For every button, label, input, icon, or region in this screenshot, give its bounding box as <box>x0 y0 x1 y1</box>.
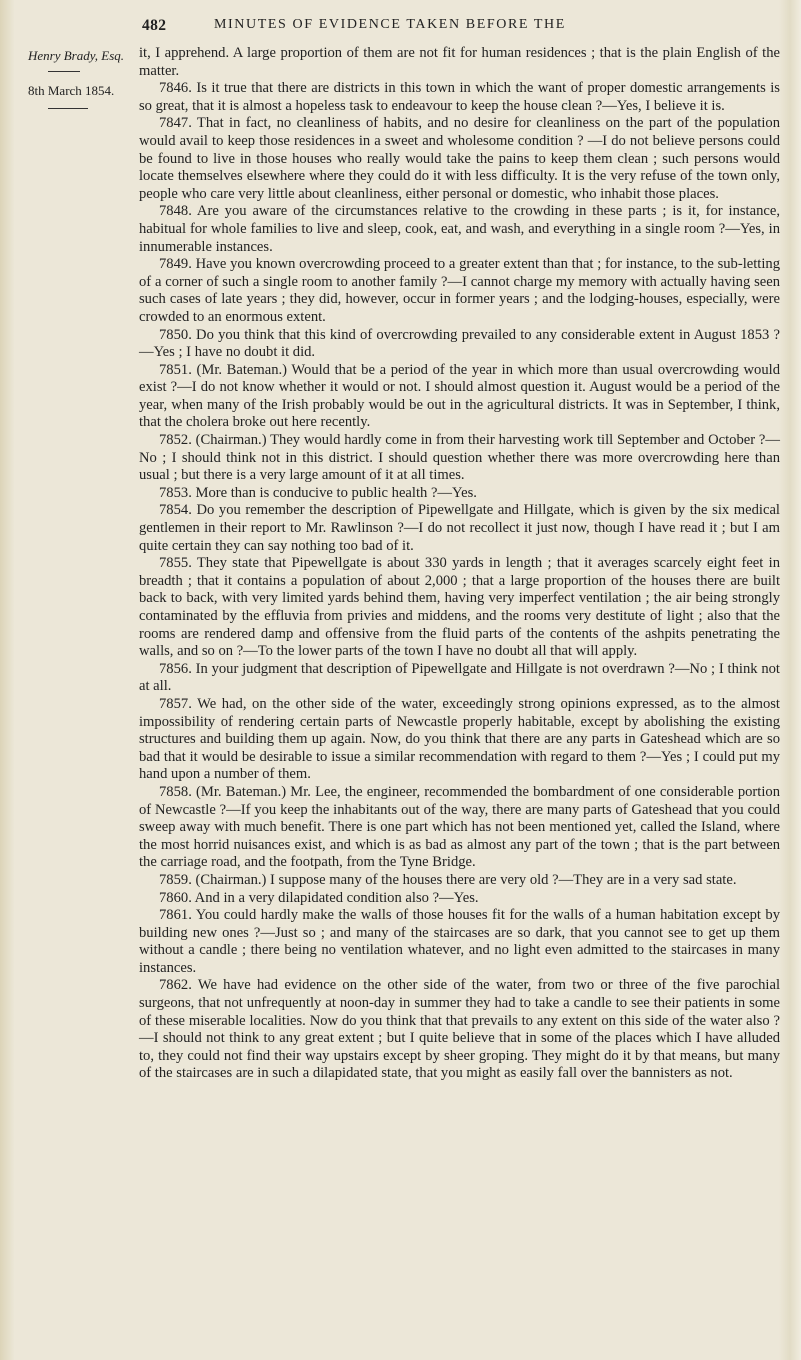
paragraph: 7857. We had, on the other side of the water, exceedingly strong opinions expressed, as to the almost impossibility of rendering certain parts of Newcastle properly habitable, except by abolishing the existing structures and building them up again. Now, do you think that there are any parts in Gateshead which are so bad that it would be desirable to issue a similar recommendation with regard to them ?—Yes ; I could put my hand upon a number of them. <box>139 695 780 783</box>
paragraph: 7861. You could hardly make the walls of those houses fit for the walls of a human habitation except by building new ones ?—Just so ; and many of the staircases are so dark, that you cannot see to get up them without a candle ; there being no ventilation whatever, and no light even admitted to the staircases in many instances. <box>139 907 780 976</box>
paragraph: 7855. They state that Pipewellgate is about 330 yards in length ; that it averages scarcely eight feet in breadth ; that it contains a population of about 2,000 ; that a large proportion of the houses there are built back to back, with very limited yards behind them, having very imperfect ventilation ; the air being strongly contaminated by the effluvia from privies and middens, and the rooms very destitute of light ; also that the rooms are rendered damp and offensive from the fluid parts of the contents of the ashpits penetrating the walls, and so on ?—To the lower parts of the town I have no doubt all that will apply. <box>139 555 780 660</box>
page-number: 482 <box>142 17 167 34</box>
evidence-text <box>139 45 780 1083</box>
paragraph: it, I apprehend. A large proportion of them are not fit for human residences ; that is the plain English of the matter. <box>139 45 780 79</box>
paragraph: 7846. Is it true that there are districts in this town in which the want of proper domestic arrangements is so great, that it is almost a hopeless task to endeavour to keep the house clean ?—Yes, I believe it is. <box>139 80 780 114</box>
page-gutter-shadow <box>0 0 14 1360</box>
paragraph: 7851. (Mr. Bateman.) Would that be a period of the year in which more than usual overcrowding would exist ?—I do not know whether it would or not. I should almost question it. August would be a period of the year, when many of the Irish probably would be out in the agricultural districts. It was in September, I think, that the cholera broke out here recently. <box>139 361 780 431</box>
paragraph: 7853. More than is conducive to public health ?—Yes. <box>159 484 477 501</box>
paragraph: 7852. (Chairman.) They would hardly come in from their harvesting work till September and October ?—No ; I should think not in this district. I should question whether there was more overcrowding here than usual ; but there is a very large amount of it at all times. <box>139 432 780 484</box>
page-edge-shadow <box>779 0 801 1360</box>
paragraph: 7858. (Mr. Bateman.) Mr. Lee, the engineer, recommended the bombardment of one considerable portion of Newcastle ?—If you keep the inhabitants out of the way, there are many parts of Gateshead that you could sweep away with much benefit. There is one part which has not been mentioned yet, called the Island, where the most horrid nuisances exist, and which is as bad as almost any part of the town ; that is the part between the carriage road, and the footpath, from the Tyne Bridge. <box>139 783 780 871</box>
page-header <box>120 17 780 37</box>
paragraph: 7856. In your judgment that description of Pipewellgate and Hillgate is not overdrawn ?—No ; I think not at all. <box>139 660 780 695</box>
paragraph: 7848. Are you aware of the circumstances relative to the crowding in these parts ; is it, for instance, habitual for whole families to live and sleep, cook, eat, and wash, and everything in a single room ?—Yes, in innumerable instances. <box>139 203 780 255</box>
evidence-date: 8th March 1854. <box>28 83 115 98</box>
paragraph: 7862. We have had evidence on the other side of the water, from two or three of the five parochial surgeons, that not unfrequently at noon-day in summer they had to take a candle to see their patients in some of these miserable localities. Now do you think that that prevails to any extent on this side of the water also ?—I should not think to any great extent ; but I quite believe that in some of the places which I have alluded to, they could not find their way upstairs except by sheer groping. They might do it by that means, but many of the staircases are in such a dilapidated state, that you might as easily fall over the bannisters as not. <box>139 977 780 1082</box>
paragraph: 7850. Do you think that this kind of overcrowding prevailed to any considerable extent in August 1853 ?—Yes ; I have no doubt it did. <box>139 326 780 361</box>
paragraph: 7860. And in a very dilapidated condition also ?—Yes. <box>159 889 479 906</box>
witness-name: Henry Brady, Esq. <box>28 48 125 63</box>
paragraph: 7849. Have you known overcrowding proceed to a greater extent than that ; for instance, to the sub-letting of a corner of such a single room to another family ?—I cannot charge my memory with actually having seen such cases of late years ; they did, however, occur in former years ; and the lodging-houses, especially, were crowded to an enormous extent. <box>139 256 780 325</box>
date-rule <box>48 108 88 109</box>
running-title: MINUTES OF EVIDENCE TAKEN BEFORE THE <box>214 17 566 32</box>
paragraph: 7859. (Chairman.) I suppose many of the houses there are very old ?—They are in a very sad state. <box>159 871 737 888</box>
paragraph: 7854. Do you remember the description of Pipewellgate and Hillgate, which is given by the six medical gentlemen in their report to Mr. Rawlinson ?—I do not recollect it just now, though I have read it ; but I am quite certain they can say nothing too bad of it. <box>139 502 780 554</box>
witness-rule <box>48 71 80 72</box>
paragraph: 7847. That in fact, no cleanliness of habits, and no desire for cleanliness on the part of the population would avail to keep those residences in a sweet and wholesome condition ? —I do not believe persons could be found to live in those houses who really would take the pains to keep them clean ; such persons would locate themselves elsewhere where they could do it with less difficulty. It is the very refuse of the town only, people who care very little about cleanliness, either personal or domestic, who inhabit those places. <box>139 115 780 202</box>
